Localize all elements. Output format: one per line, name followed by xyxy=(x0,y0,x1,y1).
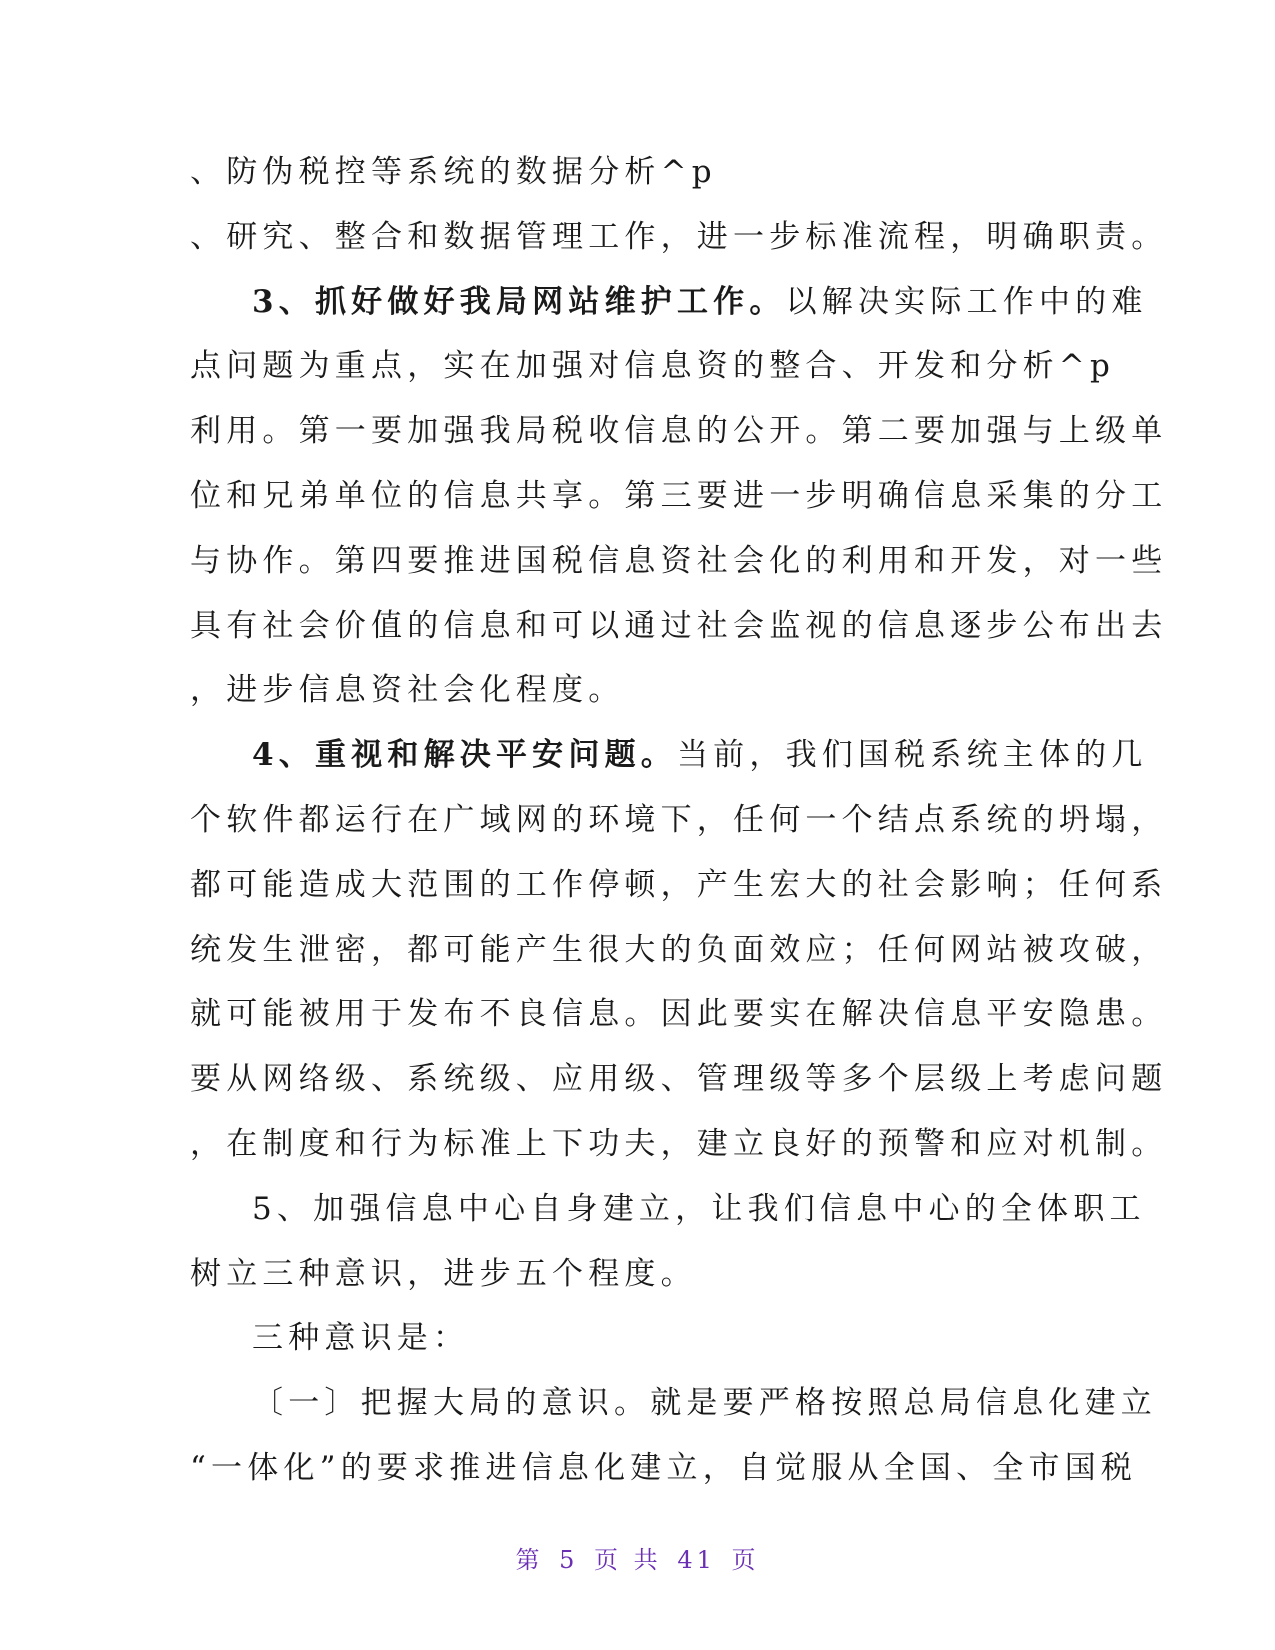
section-heading: 4、重视和解决平安问题。 xyxy=(252,737,677,774)
text-span: 当前，我们国税系统主体的几 xyxy=(676,737,1148,774)
text-line: 就可能被用于发布不良信息。因此要实在解决信息平安隐患。 xyxy=(190,996,1168,1033)
text-line: 5、加强信息中心自身建立，让我们信息中心的全体职工 xyxy=(252,1190,1146,1227)
text-line: 具有社会价值的信息和可以通过社会监视的信息逐步公布出去 xyxy=(190,607,1168,644)
section-heading-line xyxy=(190,270,1148,335)
text-line: 都可能造成大范围的工作停顿，产生宏大的社会影响；任何系 xyxy=(190,866,1168,903)
text-line: “一体化”的要求推进信息化建立，自觉服从全国、全市国税 xyxy=(190,1449,1138,1486)
text-line: 、研究、整合和数据管理工作，进一步标准流程，明确职责。 xyxy=(190,218,1168,255)
footer-prefix: 第 xyxy=(515,1546,544,1574)
text-line: 位和兄弟单位的信息共享。第三要进一步明确信息采集的分工 xyxy=(190,477,1168,514)
text-line: 统发生泄密，都可能产生很大的负面效应；任何网站被攻破， xyxy=(190,931,1168,968)
text-line: 、防伪税控等系统的数据分析^p xyxy=(190,154,717,190)
current-page-number: 5 xyxy=(559,1546,579,1574)
text-line: 三种意识是： xyxy=(252,1320,470,1357)
text-line: 利用。第一要加强我局税收信息的公开。第二要加强与上级单 xyxy=(190,413,1168,450)
text-line: ，进步信息资社会化程度。 xyxy=(190,672,625,709)
text-line: 点问题为重点，实在加强对信息资的整合、开发和分析^p xyxy=(190,348,1116,385)
text-line: 个软件都运行在广域网的环境下，任何一个结点系统的坍塌， xyxy=(190,801,1168,838)
section-heading: 3、抓好做好我局网站维护工作。 xyxy=(252,283,786,320)
text-line: 树立三种意识，进步五个程度。 xyxy=(190,1255,697,1292)
text-line: 与协作。第四要推进国税信息资社会化的利用和开发，对一些 xyxy=(190,542,1168,579)
text-span: 以解决实际工作中的难 xyxy=(785,283,1148,320)
footer-middle: 页 共 xyxy=(594,1546,662,1574)
footer-suffix: 页 xyxy=(731,1546,760,1574)
text-line: 〔一〕把握大局的意识。就是要严格按照总局信息化建立 xyxy=(252,1385,1157,1422)
section-heading-line xyxy=(190,723,1148,788)
text-line: ，在制度和行为标准上下功夫，建立良好的预警和应对机制。 xyxy=(190,1125,1168,1162)
text-line: 要从网络级、系统级、应用级、管理级等多个层级上考虑问题 xyxy=(190,1061,1168,1098)
document-body xyxy=(190,140,1168,1501)
total-page-count: 41 xyxy=(677,1546,716,1574)
page-number-footer xyxy=(0,1540,1275,1575)
